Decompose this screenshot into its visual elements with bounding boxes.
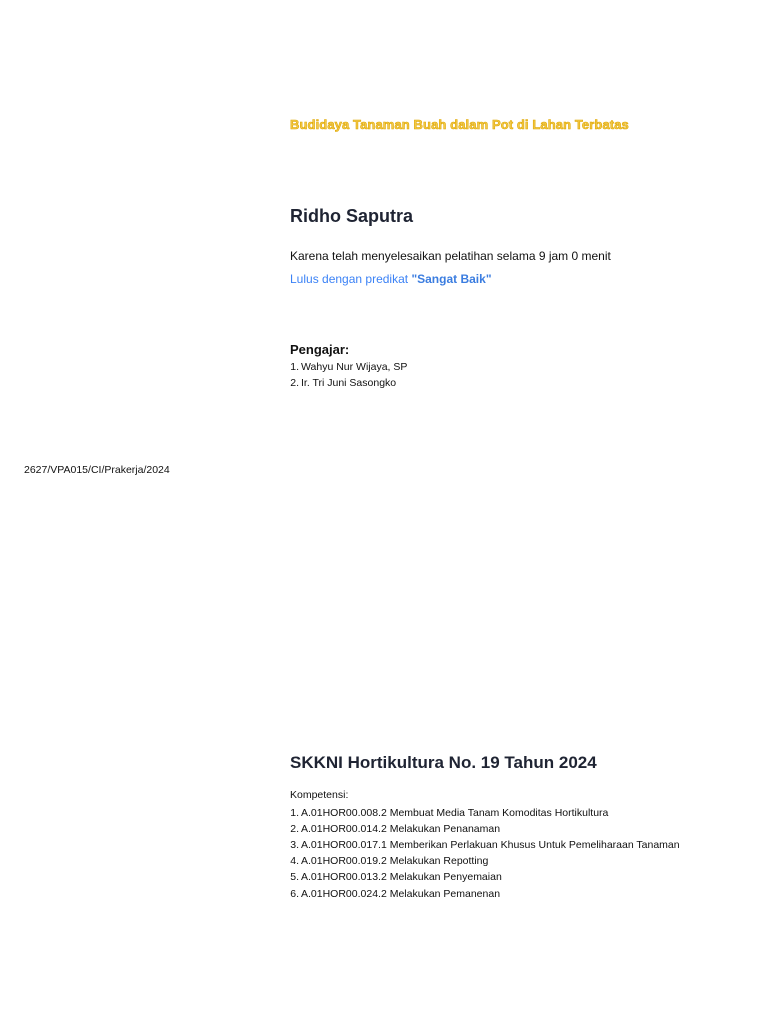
list-item-number: 1. — [290, 806, 299, 819]
competency-text: A.01HOR00.013.2 Melakukan Penyemaian — [301, 871, 502, 884]
competency-text: A.01HOR00.019.2 Melakukan Repotting — [301, 855, 489, 868]
list-item-number: 4. — [290, 855, 299, 868]
competency-label: Kompetensi: — [290, 789, 349, 801]
recipient-name: Ridho Saputra — [290, 206, 414, 226]
grade-line — [290, 272, 492, 286]
list-item — [290, 359, 721, 375]
instructor-name: Ir. Tri Juni Sasongko — [301, 377, 397, 390]
list-item — [290, 805, 681, 821]
certificate-number: 2627/VPA015/CI/Prakerja/2024 — [24, 464, 170, 476]
list-item — [290, 869, 681, 885]
instructor-name: Wahyu Nur Wijaya, SP — [301, 361, 408, 373]
competency-text: A.01HOR00.014.2 Melakukan Penanaman — [301, 822, 501, 835]
list-item-number: 2. — [290, 822, 299, 835]
skkni-title: SKKNI Hortikultura No. 19 Tahun 2024 — [290, 753, 597, 772]
instructors-list — [290, 359, 721, 391]
list-item — [290, 837, 681, 853]
list-item — [290, 375, 721, 391]
competency-list — [290, 805, 681, 902]
grade-value: "Sangat Baik" — [411, 272, 492, 286]
list-item — [290, 886, 681, 902]
list-item — [290, 821, 681, 837]
list-item-number: 2. — [290, 377, 299, 390]
list-item-number: 1. — [290, 361, 299, 373]
list-item-number: 3. — [290, 838, 299, 851]
grade-prefix: Lulus dengan predikat — [290, 272, 412, 286]
completion-statement: Karena telah menyelesaikan pelatihan selama 9 jam 0 menit — [290, 249, 611, 263]
competency-text: A.01HOR00.024.2 Melakukan Pemanenan — [301, 887, 501, 900]
competency-text: A.01HOR00.017.1 Memberikan Perlakuan Khusus Untuk Pemeliharaan Tanaman — [301, 838, 680, 851]
competency-text: A.01HOR00.008.2 Membuat Media Tanam Komoditas Hortikultura — [301, 806, 609, 819]
list-item-number: 5. — [290, 871, 299, 884]
instructors-heading: Pengajar: — [290, 342, 350, 357]
course-title: Budidaya Tanaman Buah dalam Pot di Lahan Terbatas — [290, 117, 629, 132]
list-item-number: 6. — [290, 887, 299, 900]
list-item — [290, 853, 681, 869]
